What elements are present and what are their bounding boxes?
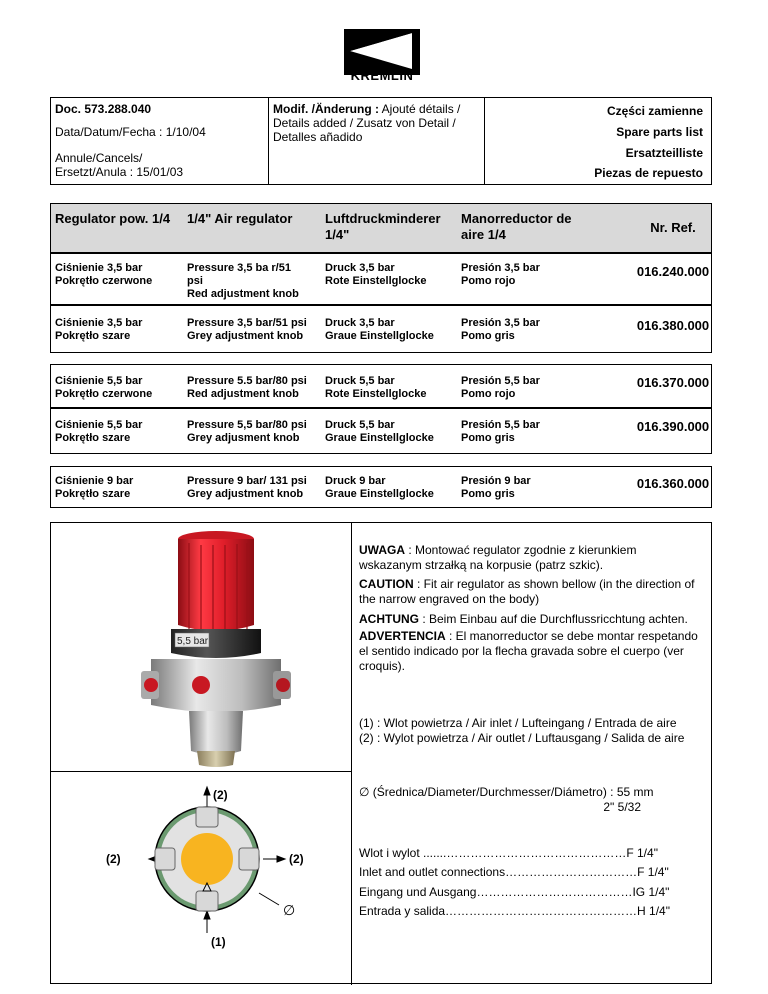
row-ref: 016.240.000 [636,264,710,279]
divider [351,523,352,985]
warning-en: CAUTION : Fit air regulator as shown bellow (in the direction of the narrow engraved on the body) [359,577,695,606]
title-de: Ersatzteilliste [625,146,703,160]
diameter-text: ∅ (Średnica/Diameter/Durchmesser/Diámetro) : 55 mm [359,785,654,799]
modif-box [268,97,484,185]
row-pl: Ciśnienie 3,5 bar Pokrętło czerwone [55,262,153,287]
diagram-label-right: (2) [289,852,304,866]
header-en: 1/4" Air regulator [187,211,293,226]
header-pl: Regulator pow. 1/4 [55,211,171,226]
title-box [484,97,712,185]
doc-info-box [50,97,268,185]
divider [51,771,351,772]
row-de: Druck 5,5 bar Graue Einstellglocke [325,419,434,444]
diagram-label-diameter: ∅ [283,902,296,918]
row-es: Presión 3,5 bar Pomo gris [461,317,540,342]
table-row [50,305,712,353]
row-pl: Ciśnienie 3,5 bar Pokrętło szare [55,317,143,342]
table-row [50,253,712,305]
inlet-legend: (1) : Wlot powietrza / Air inlet / Lufteingang / Entrada de aire [359,716,677,730]
instructions-panel [50,522,712,984]
table-header [50,203,712,253]
outlet-legend: (2) : Wylot powietrza / Air outlet / Luftausgang / Salida de aire [359,731,685,745]
diameter-inch: 2" 5/32 [603,800,641,814]
row-de: Druck 3,5 bar Graue Einstellglocke [325,317,434,342]
row-en: Pressure 3,5 bar/51 psi Grey adjustment knob [187,317,307,342]
row-en: Pressure 9 bar/ 131 psi Grey adjustment knob [187,475,307,500]
table-row [50,408,712,454]
title-es: Piezas de repuesto [594,166,703,180]
diagram-label-top: (2) [213,788,228,802]
row-de: Druck 3,5 bar Rote Einstellglocke [325,262,427,287]
header-ref: Nr. Ref. [650,220,696,235]
row-en: Pressure 5.5 bar/80 psi Red adjustment knob [187,375,307,400]
row-en: Pressure 5,5 bar/80 psi Grey adjusment knob [187,419,307,444]
row-ref: 016.380.000 [636,318,710,333]
title-en: Spare parts list [616,125,703,139]
row-de: Druck 5,5 bar Rote Einstellglocke [325,375,427,400]
modif-text: Modif. /Änderung : Ajouté détails / Details added / Zusatz von Detail / Detalles añadido [273,102,461,144]
doc-annule: Annule/Cancels/ Ersetzt/Anula : 15/01/03 [55,151,184,179]
row-ref: 016.390.000 [636,419,710,434]
row-es: Presión 5,5 bar Pomo rojo [461,375,540,400]
doc-date: Data/Datum/Fecha : 1/10/04 [55,125,206,139]
header-de: Luftdruckminderer 1/4" [325,211,441,242]
connection-en: Inlet and outlet connections……………………………F 1/4" [359,865,669,879]
regulator-photo [141,529,291,767]
photo-pressure-label: 5,5 bar [177,636,209,647]
row-ref: 016.360.000 [636,476,710,491]
brand-name: KREMLIN [350,68,414,83]
header-es: Manorreductor de aire 1/4 [461,211,572,242]
warning-de: ACHTUNG : Beim Einbau auf die Durchflussricchtung achten. [359,612,688,626]
row-pl: Ciśnienie 9 bar Pokrętło szare [55,475,134,500]
row-pl: Ciśnienie 5,5 bar Pokrętło czerwone [55,375,153,400]
row-es: Presión 3,5 bar Pomo rojo [461,262,540,287]
warning-es: ADVERTENCIA : El manorreductor se debe montar respetando el sentido indicado por la flecha gravada sobre el cuerpo (ver croquis). [359,629,698,673]
diagram-label-left: (2) [106,852,121,866]
table-row [50,364,712,408]
port-diagram [101,781,341,981]
title-pl: Części zamienne [606,104,703,118]
table-row [50,466,712,508]
connection-pl: Wlot i wylot .......………………………………………F 1/4" [359,846,658,860]
warning-pl: UWAGA : Montować regulator zgodnie z kierunkiem wskazanym strzałką na korpusie (patrz szkic). [359,543,637,572]
connection-de: Eingang und Ausgang…………………………………IG 1/4" [359,885,670,899]
row-en: Pressure 3,5 ba r/51 psi Red adjustment knob [187,262,299,300]
row-pl: Ciśnienie 5,5 bar Pokrętło szare [55,419,143,444]
doc-number: Doc. 573.288.040 [55,102,152,116]
row-es: Presión 5,5 bar Pomo gris [461,419,540,444]
connection-es: Entrada y salida…………………………………………H 1/4" [359,904,670,918]
row-de: Druck 9 bar Graue Einstellglocke [325,475,434,500]
diagram-label-bottom: (1) [211,935,226,949]
row-ref: 016.370.000 [636,375,710,390]
row-es: Presión 9 bar Pomo gris [461,475,531,500]
